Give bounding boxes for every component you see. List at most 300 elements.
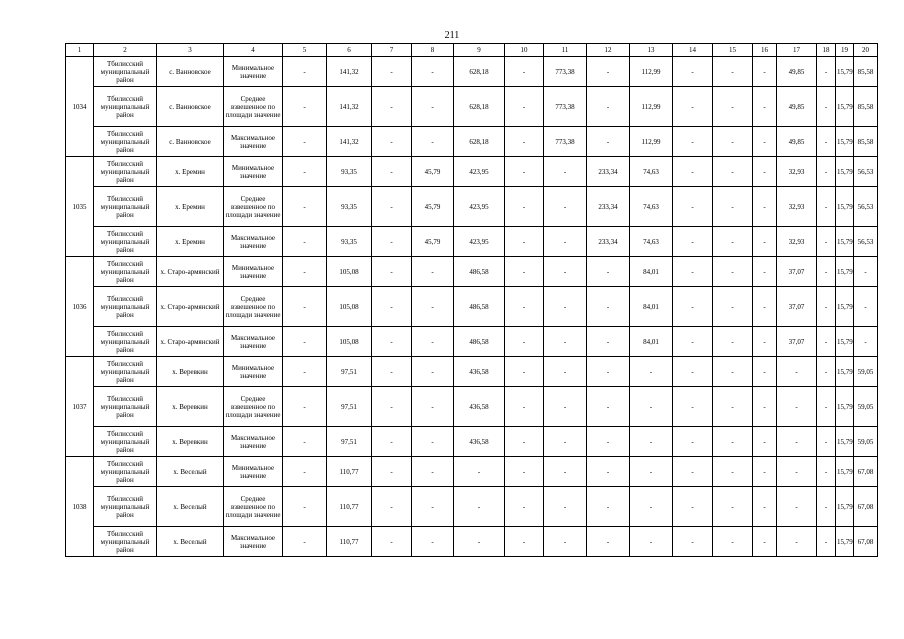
district-cell: Тбилисский муниципальный район <box>94 427 157 457</box>
value-cell: - <box>283 157 327 187</box>
value-type-cell: Минимальное значение <box>224 357 283 387</box>
value-cell: - <box>673 57 713 87</box>
value-type-cell: Среднее взвешенное по площади значение <box>224 87 283 127</box>
value-cell: 15,79 <box>836 187 854 227</box>
settlement-cell: х. Старо-армянский <box>157 287 224 327</box>
value-cell: 110,77 <box>327 527 372 557</box>
value-cell: - <box>817 427 836 457</box>
value-type-cell: Минимальное значение <box>224 57 283 87</box>
value-type-cell: Минимальное значение <box>224 457 283 487</box>
value-cell: 773,38 <box>544 57 587 87</box>
value-cell: - <box>505 357 544 387</box>
value-cell: 773,38 <box>544 87 587 127</box>
value-cell: 93,35 <box>327 187 372 227</box>
value-cell: 15,79 <box>836 387 854 427</box>
value-cell: - <box>713 527 753 557</box>
column-number-cell: 11 <box>544 44 587 57</box>
value-cell: - <box>753 157 777 187</box>
district-cell: Тбилисский муниципальный район <box>94 187 157 227</box>
value-cell: - <box>544 487 587 527</box>
value-cell: - <box>854 257 878 287</box>
value-cell: 141,32 <box>327 87 372 127</box>
settlement-cell: с. Ванновское <box>157 87 224 127</box>
value-cell: 436,58 <box>454 357 505 387</box>
value-cell: - <box>587 127 630 157</box>
district-cell: Тбилисский муниципальный район <box>94 387 157 427</box>
table-row <box>66 457 878 487</box>
value-cell: - <box>854 327 878 357</box>
value-cell: 112,99 <box>630 57 673 87</box>
value-cell: - <box>412 257 454 287</box>
column-number-cell: 5 <box>283 44 327 57</box>
value-cell: - <box>753 387 777 427</box>
column-number-cell: 8 <box>412 44 454 57</box>
value-cell: 15,79 <box>836 487 854 527</box>
value-cell: - <box>544 257 587 287</box>
value-cell: - <box>505 427 544 457</box>
value-cell: - <box>713 287 753 327</box>
value-cell: - <box>817 87 836 127</box>
value-type-cell: Максимальное значение <box>224 227 283 257</box>
value-cell: - <box>412 527 454 557</box>
district-cell: Тбилисский муниципальный район <box>94 487 157 527</box>
value-cell: - <box>753 327 777 357</box>
column-number-cell: 18 <box>817 44 836 57</box>
value-cell: - <box>630 357 673 387</box>
value-cell: - <box>817 157 836 187</box>
value-cell: - <box>505 327 544 357</box>
value-cell: - <box>817 287 836 327</box>
value-cell: 15,79 <box>836 287 854 327</box>
value-cell: - <box>372 187 412 227</box>
value-type-cell: Максимальное значение <box>224 327 283 357</box>
value-cell: 628,18 <box>454 87 505 127</box>
value-cell: - <box>673 157 713 187</box>
value-cell: - <box>372 57 412 87</box>
table-row <box>66 157 878 187</box>
record-number-cell: 1038 <box>66 457 94 557</box>
value-cell: - <box>753 527 777 557</box>
column-number-cell: 1 <box>66 44 94 57</box>
value-cell: - <box>412 127 454 157</box>
column-number-cell: 16 <box>753 44 777 57</box>
value-cell: - <box>412 327 454 357</box>
value-cell: 436,58 <box>454 387 505 427</box>
value-type-cell: Среднее взвешенное по площади значение <box>224 387 283 427</box>
table-row <box>66 227 878 257</box>
value-cell: 112,99 <box>630 127 673 157</box>
settlement-cell: х. Еремин <box>157 227 224 257</box>
value-cell: - <box>372 87 412 127</box>
column-number-cell: 13 <box>630 44 673 57</box>
settlement-cell: х. Веселый <box>157 527 224 557</box>
value-cell: - <box>630 527 673 557</box>
table-row <box>66 487 878 527</box>
value-cell: - <box>673 487 713 527</box>
value-cell: - <box>630 427 673 457</box>
value-cell: - <box>372 327 412 357</box>
value-cell: - <box>673 457 713 487</box>
value-cell: 59,05 <box>854 357 878 387</box>
value-cell: - <box>713 87 753 127</box>
value-cell: - <box>544 327 587 357</box>
value-cell: 74,63 <box>630 187 673 227</box>
value-cell: 628,18 <box>454 127 505 157</box>
value-cell: 97,51 <box>327 387 372 427</box>
value-cell: - <box>505 487 544 527</box>
value-cell: 56,53 <box>854 187 878 227</box>
value-cell: 59,05 <box>854 387 878 427</box>
value-cell: 84,01 <box>630 327 673 357</box>
value-cell: - <box>544 427 587 457</box>
value-cell: 56,53 <box>854 227 878 257</box>
settlement-cell: х. Старо-армянский <box>157 327 224 357</box>
value-cell: - <box>713 187 753 227</box>
value-cell: 49,85 <box>777 87 817 127</box>
settlement-cell: х. Веревкин <box>157 427 224 457</box>
value-cell: - <box>283 327 327 357</box>
value-cell: 49,85 <box>777 127 817 157</box>
value-cell: 84,01 <box>630 257 673 287</box>
value-cell: - <box>372 287 412 327</box>
value-cell: - <box>630 387 673 427</box>
value-cell: - <box>713 427 753 457</box>
value-cell: - <box>713 157 753 187</box>
value-cell: - <box>753 227 777 257</box>
value-cell: - <box>673 387 713 427</box>
value-cell: 105,08 <box>327 327 372 357</box>
settlement-cell: х. Еремин <box>157 187 224 227</box>
record-number-cell: 1034 <box>66 57 94 157</box>
value-cell: 32,93 <box>777 227 817 257</box>
value-cell: - <box>817 257 836 287</box>
value-cell: - <box>505 457 544 487</box>
settlement-cell: х. Веревкин <box>157 387 224 427</box>
value-cell: - <box>283 427 327 457</box>
value-cell: 15,79 <box>836 457 854 487</box>
value-cell: - <box>544 287 587 327</box>
district-cell: Тбилисский муниципальный район <box>94 127 157 157</box>
value-cell: - <box>673 87 713 127</box>
district-cell: Тбилисский муниципальный район <box>94 457 157 487</box>
value-cell: - <box>505 527 544 557</box>
value-cell: - <box>372 487 412 527</box>
value-cell: - <box>587 57 630 87</box>
value-cell: 423,95 <box>454 157 505 187</box>
value-cell: 141,32 <box>327 127 372 157</box>
value-cell: 37,07 <box>777 327 817 357</box>
value-cell: 233,34 <box>587 227 630 257</box>
value-cell: - <box>817 327 836 357</box>
column-number-cell: 9 <box>454 44 505 57</box>
value-cell: - <box>777 487 817 527</box>
value-cell: 105,08 <box>327 257 372 287</box>
value-cell: - <box>283 527 327 557</box>
settlement-cell: х. Веселый <box>157 487 224 527</box>
value-cell: 67,08 <box>854 527 878 557</box>
table-row <box>66 287 878 327</box>
column-number-cell: 12 <box>587 44 630 57</box>
value-cell: - <box>283 357 327 387</box>
settlement-cell: с. Ванновское <box>157 127 224 157</box>
column-number-cell: 15 <box>713 44 753 57</box>
value-cell: - <box>673 187 713 227</box>
value-type-cell: Минимальное значение <box>224 157 283 187</box>
value-type-cell: Среднее взвешенное по площади значение <box>224 487 283 527</box>
value-cell: - <box>673 527 713 557</box>
value-cell: - <box>412 357 454 387</box>
value-cell: - <box>587 427 630 457</box>
district-cell: Тбилисский муниципальный район <box>94 287 157 327</box>
value-cell: - <box>412 427 454 457</box>
record-number-cell: 1036 <box>66 257 94 357</box>
value-cell: - <box>454 487 505 527</box>
value-cell: - <box>372 257 412 287</box>
table-row <box>66 387 878 427</box>
value-cell: 110,77 <box>327 487 372 527</box>
value-cell: 67,08 <box>854 487 878 527</box>
column-number-cell: 2 <box>94 44 157 57</box>
value-cell: - <box>713 327 753 357</box>
value-cell: - <box>505 57 544 87</box>
value-cell: - <box>283 287 327 327</box>
value-cell: - <box>505 287 544 327</box>
value-cell: - <box>587 327 630 357</box>
district-cell: Тбилисский муниципальный район <box>94 527 157 557</box>
value-cell: - <box>372 457 412 487</box>
value-cell: - <box>753 257 777 287</box>
value-cell: - <box>587 357 630 387</box>
column-number-cell: 19 <box>836 44 854 57</box>
value-cell: 423,95 <box>454 187 505 227</box>
district-cell: Тбилисский муниципальный район <box>94 357 157 387</box>
value-cell: - <box>372 387 412 427</box>
value-cell: 15,79 <box>836 357 854 387</box>
table-row <box>66 257 878 287</box>
table-row <box>66 427 878 457</box>
table-body <box>66 44 878 557</box>
settlement-cell: х. Веревкин <box>157 357 224 387</box>
district-cell: Тбилисский муниципальный район <box>94 57 157 87</box>
value-cell: 74,63 <box>630 227 673 257</box>
value-cell: - <box>673 287 713 327</box>
value-cell: - <box>283 57 327 87</box>
value-cell: - <box>673 427 713 457</box>
value-cell: 85,58 <box>854 87 878 127</box>
value-cell: - <box>817 527 836 557</box>
table-row <box>66 357 878 387</box>
value-cell: - <box>505 87 544 127</box>
value-cell: - <box>505 257 544 287</box>
value-cell: 486,58 <box>454 327 505 357</box>
value-cell: - <box>753 187 777 227</box>
value-cell: 233,34 <box>587 187 630 227</box>
value-cell: 112,99 <box>630 87 673 127</box>
value-cell: - <box>817 457 836 487</box>
column-number-cell: 6 <box>327 44 372 57</box>
district-cell: Тбилисский муниципальный район <box>94 227 157 257</box>
table-row <box>66 127 878 157</box>
table-row <box>66 57 878 87</box>
value-cell: - <box>713 227 753 257</box>
value-cell: - <box>713 257 753 287</box>
column-number-cell: 10 <box>505 44 544 57</box>
value-cell: - <box>454 527 505 557</box>
value-cell: 37,07 <box>777 257 817 287</box>
value-cell: 15,79 <box>836 127 854 157</box>
table-row <box>66 527 878 557</box>
district-cell: Тбилисский муниципальный район <box>94 257 157 287</box>
value-cell: 93,35 <box>327 227 372 257</box>
value-cell: - <box>817 487 836 527</box>
value-type-cell: Среднее взвешенное по площади значение <box>224 287 283 327</box>
value-cell: 15,79 <box>836 527 854 557</box>
value-cell: - <box>713 127 753 157</box>
value-cell: - <box>817 57 836 87</box>
value-cell: 628,18 <box>454 57 505 87</box>
value-cell: 37,07 <box>777 287 817 327</box>
value-cell: - <box>283 87 327 127</box>
value-cell: - <box>544 527 587 557</box>
value-cell: - <box>587 487 630 527</box>
value-cell: - <box>412 87 454 127</box>
value-cell: 15,79 <box>836 157 854 187</box>
value-cell: 423,95 <box>454 227 505 257</box>
value-cell: - <box>630 457 673 487</box>
settlement-cell: х. Еремин <box>157 157 224 187</box>
value-cell: - <box>753 127 777 157</box>
value-cell: 15,79 <box>836 327 854 357</box>
value-cell: - <box>713 387 753 427</box>
value-cell: - <box>544 387 587 427</box>
value-cell: - <box>505 157 544 187</box>
value-cell: - <box>412 387 454 427</box>
value-cell: 32,93 <box>777 187 817 227</box>
column-number-row <box>66 44 878 57</box>
value-cell: 233,34 <box>587 157 630 187</box>
value-cell: 74,63 <box>630 157 673 187</box>
district-cell: Тбилисский муниципальный район <box>94 87 157 127</box>
value-cell: - <box>412 487 454 527</box>
value-cell: - <box>753 287 777 327</box>
value-cell: 32,93 <box>777 157 817 187</box>
value-cell: - <box>673 127 713 157</box>
value-cell: 45,79 <box>412 227 454 257</box>
value-cell: - <box>505 127 544 157</box>
value-cell: - <box>777 387 817 427</box>
value-cell: - <box>777 357 817 387</box>
value-cell: - <box>817 127 836 157</box>
value-cell: - <box>713 487 753 527</box>
value-cell: - <box>283 127 327 157</box>
value-cell: - <box>283 387 327 427</box>
value-cell: - <box>673 257 713 287</box>
value-cell: - <box>283 487 327 527</box>
value-type-cell: Максимальное значение <box>224 127 283 157</box>
value-cell: - <box>283 187 327 227</box>
value-cell: - <box>372 227 412 257</box>
value-cell: - <box>505 387 544 427</box>
value-cell: - <box>753 427 777 457</box>
value-cell: - <box>372 427 412 457</box>
value-cell: - <box>587 257 630 287</box>
value-type-cell: Минимальное значение <box>224 257 283 287</box>
value-cell: - <box>587 87 630 127</box>
value-cell: - <box>454 457 505 487</box>
value-cell: - <box>673 357 713 387</box>
value-cell: - <box>713 457 753 487</box>
value-cell: - <box>713 57 753 87</box>
settlement-cell: х. Веселый <box>157 457 224 487</box>
value-cell: 45,79 <box>412 157 454 187</box>
column-number-cell: 4 <box>224 44 283 57</box>
column-number-cell: 3 <box>157 44 224 57</box>
value-cell: 67,08 <box>854 457 878 487</box>
value-cell: - <box>587 287 630 327</box>
value-cell: - <box>777 427 817 457</box>
value-cell: - <box>817 227 836 257</box>
value-cell: 97,51 <box>327 357 372 387</box>
value-type-cell: Среднее взвешенное по площади значение <box>224 187 283 227</box>
value-cell: 141,32 <box>327 57 372 87</box>
value-cell: - <box>817 387 836 427</box>
record-number-cell: 1037 <box>66 357 94 457</box>
value-cell: 93,35 <box>327 157 372 187</box>
value-cell: 97,51 <box>327 427 372 457</box>
column-number-cell: 7 <box>372 44 412 57</box>
value-cell: - <box>372 157 412 187</box>
value-type-cell: Максимальное значение <box>224 527 283 557</box>
value-cell: 436,58 <box>454 427 505 457</box>
column-number-cell: 20 <box>854 44 878 57</box>
column-number-cell: 17 <box>777 44 817 57</box>
value-cell: 15,79 <box>836 87 854 127</box>
column-number-cell: 14 <box>673 44 713 57</box>
value-cell: - <box>412 57 454 87</box>
value-cell: - <box>283 257 327 287</box>
value-cell: 15,79 <box>836 257 854 287</box>
value-cell: 56,53 <box>854 157 878 187</box>
district-cell: Тбилисский муниципальный район <box>94 327 157 357</box>
value-cell: - <box>505 227 544 257</box>
value-cell: - <box>544 457 587 487</box>
settlement-cell: с. Ванновское <box>157 57 224 87</box>
value-cell: - <box>630 487 673 527</box>
value-cell: 59,05 <box>854 427 878 457</box>
value-cell: - <box>753 457 777 487</box>
value-cell: 84,01 <box>630 287 673 327</box>
page-number: 211 <box>444 30 460 41</box>
table-row <box>66 187 878 227</box>
value-cell: 110,77 <box>327 457 372 487</box>
value-cell: - <box>587 387 630 427</box>
value-cell: 15,79 <box>836 227 854 257</box>
value-cell: - <box>753 87 777 127</box>
value-cell: 773,38 <box>544 127 587 157</box>
record-number-cell: 1035 <box>66 157 94 257</box>
value-cell: 85,58 <box>854 57 878 87</box>
value-cell: - <box>753 487 777 527</box>
value-cell: - <box>283 227 327 257</box>
table-row <box>66 327 878 357</box>
value-cell: 15,79 <box>836 57 854 87</box>
value-cell: - <box>673 327 713 357</box>
value-cell: 45,79 <box>412 187 454 227</box>
value-cell: - <box>587 457 630 487</box>
value-cell: 85,58 <box>854 127 878 157</box>
value-cell: 105,08 <box>327 287 372 327</box>
value-cell: 15,79 <box>836 427 854 457</box>
